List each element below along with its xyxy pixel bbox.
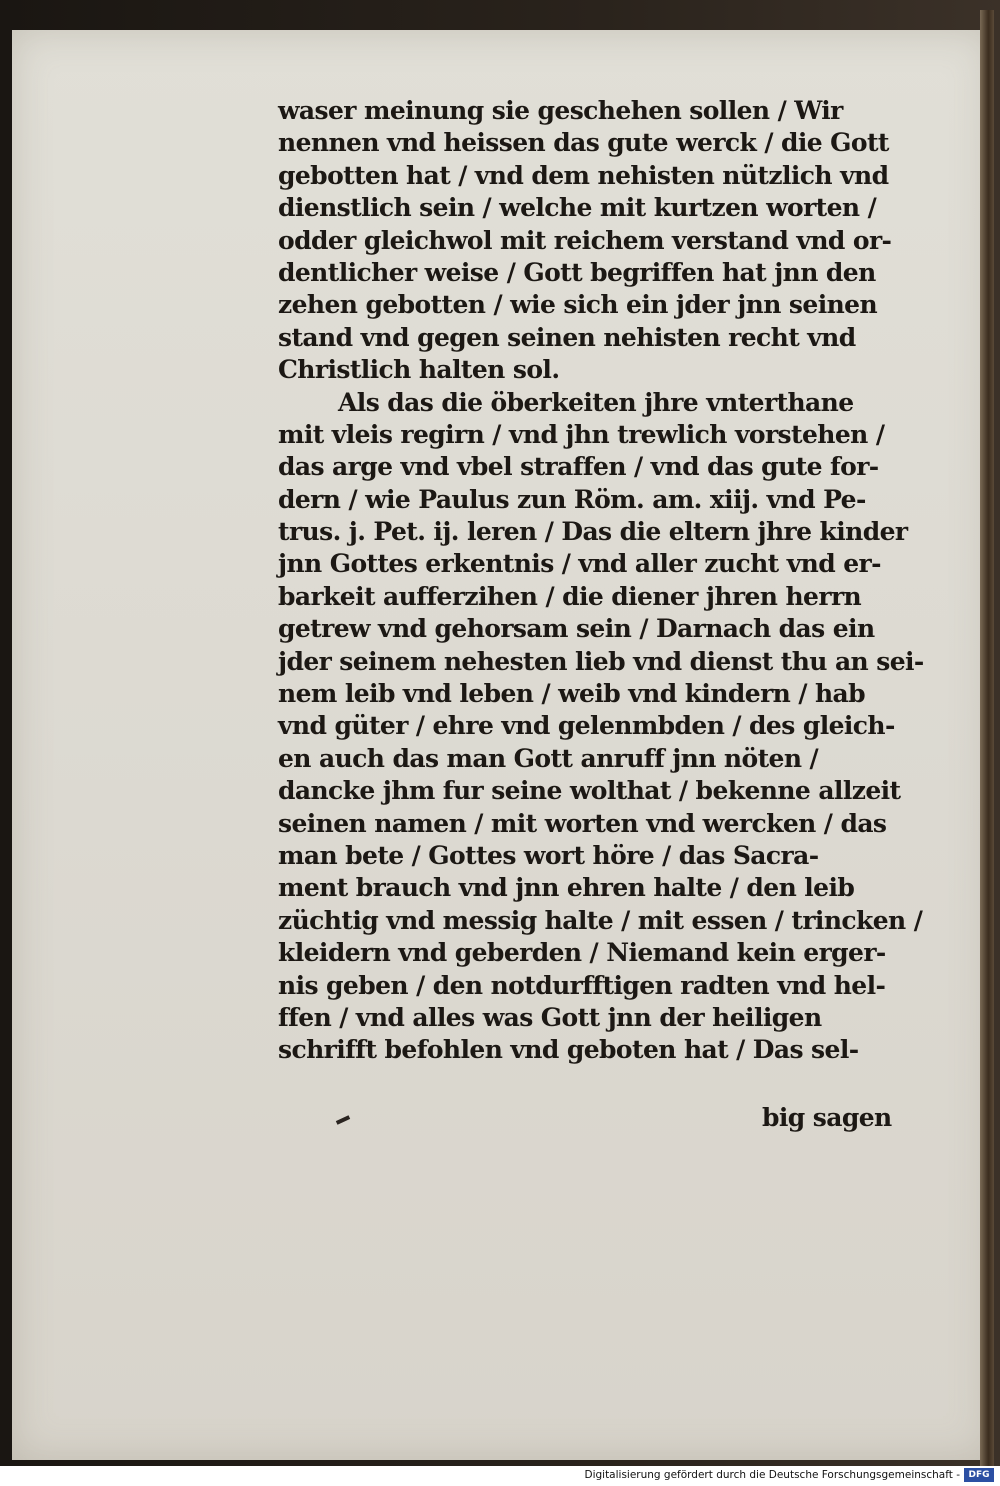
text-line: schrifft befohlen vnd geboten hat / Das sel- — [278, 1035, 859, 1065]
text-line: odder gleichwol mit reichem verstand vnd or- — [278, 225, 892, 255]
text-line: waser meinung sie geschehen sollen / Wir — [278, 96, 843, 125]
text-line: züchtig vnd messig halte / mit essen / trincken / — [278, 905, 923, 935]
text-line: das arge vnd vbel straffen / vnd das gute for- — [278, 452, 879, 482]
text-line: Christlich halten sol. — [278, 355, 560, 385]
text-line: jder seinem nehesten lieb vnd dienst thu an sei- — [278, 646, 924, 676]
text-line: nis geben / den notdurfftigen radten vnd hel- — [278, 970, 886, 1000]
text-line: zehen gebotten / wie sich ein jder jnn seinen — [278, 290, 878, 320]
text-line: barkeit aufferzihen / die diener jhren herrn — [278, 581, 862, 611]
footer-credit: Digitalisierung gefördert durch die Deutsche Forschungsgemeinschaft - — [584, 1469, 960, 1481]
text-line: dancke jhm fur seine wolthat / bekenne allzeit — [278, 776, 901, 806]
text-line: ment brauch vnd jnn ehren halte / den leib — [278, 873, 855, 903]
catchword: big sagen — [762, 1103, 892, 1132]
text-line: dentlicher weise / Gott begriffen hat jnn den — [278, 257, 876, 287]
footer-bar — [0, 1466, 1000, 1486]
text-line: stand vnd gegen seinen nehisten recht vnd — [278, 322, 856, 352]
text-block — [278, 95, 924, 1067]
text-line: trus. j. Pet. ij. leren / Das die eltern jhre kinder — [278, 517, 908, 547]
page-edge — [980, 10, 994, 1480]
text-line: ffen / vnd alles was Gott jnn der heiligen — [278, 1002, 822, 1032]
text-line: mit vleis regirn / vnd jhn trewlich vorstehen / — [278, 419, 885, 449]
text-line: en auch das man Gott anruff jnn nöten / — [278, 743, 819, 773]
text-line: gebotten hat / vnd dem nehisten nützlich vnd — [278, 160, 889, 190]
text-line: seinen namen / mit worten vnd wercken / das — [278, 808, 887, 838]
dfg-logo: DFG — [964, 1468, 994, 1482]
text-line: jnn Gottes erkentnis / vnd aller zucht vnd er- — [278, 549, 881, 579]
text-line: nennen vnd heissen das gute werck / die Gott — [278, 128, 889, 158]
text-line: nem leib vnd leben / weib vnd kindern / hab — [278, 679, 866, 709]
text-line: kleidern vnd geberden / Niemand kein erger- — [278, 938, 886, 968]
paragraph-start-line: Als das die öberkeiten jhre vnterthane — [338, 387, 854, 417]
text-line: getrew vnd gehorsam sein / Darnach das ein — [278, 614, 875, 644]
text-line: dienstlich sein / welche mit kurtzen worten / — [278, 193, 877, 223]
text-line: man bete / Gottes wort höre / das Sacra- — [278, 840, 819, 870]
text-line: dern / wie Paulus zun Röm. am. xiij. vnd Pe- — [278, 484, 866, 514]
text-line: vnd güter / ehre vnd gelenmbden / des gleich- — [278, 711, 895, 741]
